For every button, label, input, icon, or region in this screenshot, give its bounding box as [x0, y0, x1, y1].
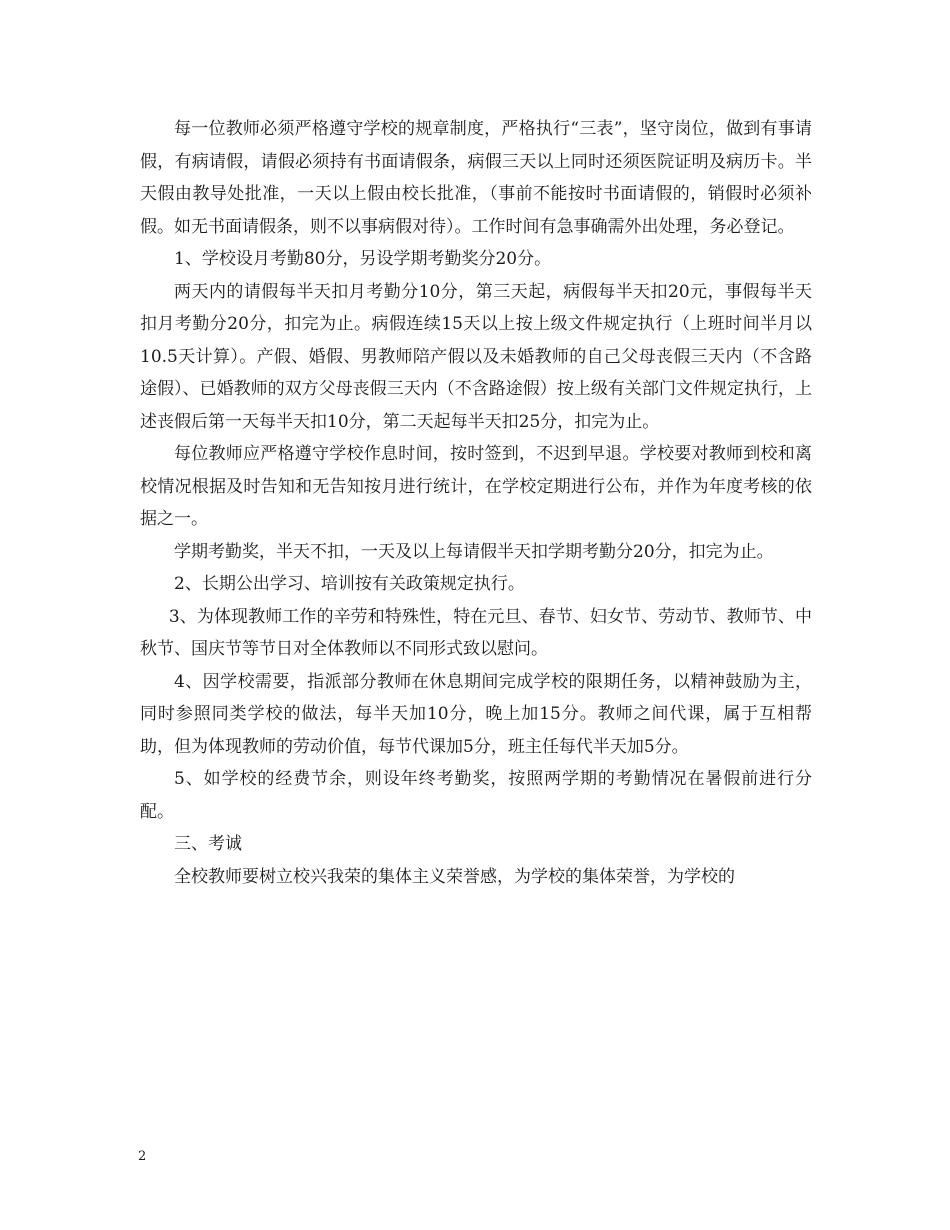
paragraph-item-5: 5、如学校的经费节余，则设年终考勤奖，按照两学期的考勤情况在暑假前进行分配。: [140, 769, 812, 822]
paragraph-semester-bonus: 学期考勤奖，半天不扣，一天及以上每请假半天扣学期考勤分20分，扣完为止。: [174, 541, 774, 562]
section-heading: 三、考诚: [174, 834, 242, 854]
document-body: [140, 113, 812, 893]
paragraph-item-3: 3、为体现教师工作的辛劳和特殊性，特在元旦、春节、妇女节、劳动节、教师节、中秋节、国庆节等节日对全体教师以不同形式致以慰问。: [140, 606, 812, 659]
paragraph-item-4: 4、因学校需要，指派部分教师在休息期间完成学校的限期任务，以精神鼓励为主，同时参照同类学校的做法，每半天加10分，晚上加15分。教师之间代课，属于互相帮助，但为体现教师的劳动价值，每节代课加5分，班主任每代半天加5分。: [140, 671, 812, 757]
paragraph-collective-honor: 全校教师要树立校兴我荣的集体主义荣誉感，为学校的集体荣誉，为学校的: [174, 866, 735, 887]
paragraph-item-2: 2、长期公出学习、培训按有关政策规定执行。: [174, 574, 525, 594]
paragraph-schedule-compliance: 每位教师应严格遵守学校作息时间，按时签到，不迟到早退。学校要对教师到校和离校情况根据及时告知和无告知按月进行统计，在学校定期进行公布，并作为年度考核的依据之一。: [140, 444, 812, 529]
paragraph-attendance-rules: 每一位教师必须严格遵守学校的规章制度，严格执行“三表”，坚守岗位，做到有事请假，有病请假，请假必须持有书面请假条，病假三天以上同时还须医院证明及病历卡。半天假由教导处批准，一天以上假由校长批准，（事前不能按时书面请假的，销假时必须补假。如无书面请假条，则不以事病假对待）。工作时间有急事确需外出处理，务必登记。: [140, 119, 812, 237]
page-number: 2: [138, 1149, 147, 1164]
paragraph-item-1: 1、学校设月考勤80分，另设学期考勤奖分20分。: [174, 249, 552, 269]
paragraph-leave-deductions: 两天内的请假每半天扣月考勤分10分，第三天起，病假每半天扣20元，事假每半天扣月考勤分20分，扣完为止。病假连续15天以上按上级文件规定执行（上班时间半月以10.5天计算）。产假、婚假、男教师陪产假以及未婚教师的自己父母丧假三天内（不含路途假）、已婚教师的双方父母丧假三天内（不含路途假）按上级有关部门文件规定执行，上述丧假后第一天每半天扣10分，第二天起每半天扣25分，扣完为止。: [140, 281, 812, 432]
